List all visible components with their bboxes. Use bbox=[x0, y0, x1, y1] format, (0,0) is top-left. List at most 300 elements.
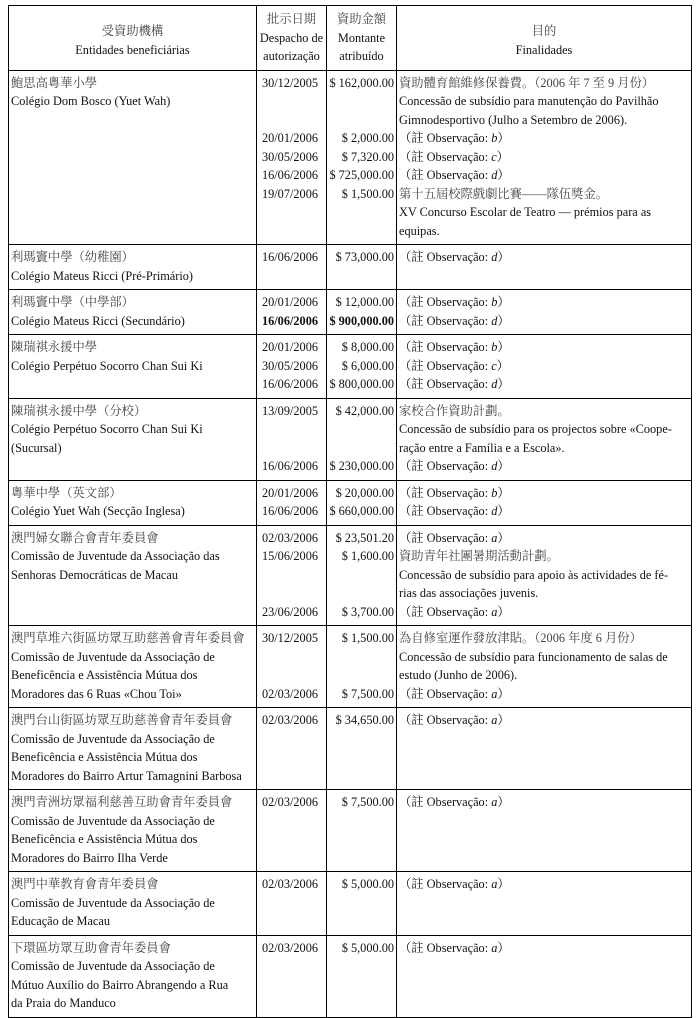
purpose-cell bbox=[397, 245, 692, 290]
entity-cell bbox=[9, 935, 257, 1017]
authorization-date: 23/06/2006 bbox=[261, 604, 318, 619]
table-row bbox=[9, 626, 692, 708]
authorization-date: 16/06/2006 bbox=[261, 250, 318, 264]
note-prefix: （註 Observação: bbox=[399, 713, 492, 727]
entity-name-pt: (Sucursal) bbox=[11, 440, 62, 455]
authorization-date: 16/06/2006 bbox=[261, 459, 318, 473]
note-letter: b bbox=[491, 340, 498, 354]
amount bbox=[329, 420, 394, 439]
purpose-cell bbox=[397, 708, 692, 790]
amount: $ 42,000.00 bbox=[335, 403, 394, 418]
observation-note bbox=[399, 875, 689, 894]
entity-name-pt bbox=[11, 185, 254, 204]
purpose-text: Concessão de subsídio para manutenção do Pavilhão bbox=[399, 94, 659, 108]
authorization-date bbox=[259, 666, 324, 685]
observation-note bbox=[399, 793, 689, 812]
authorization-date: 20/01/2006 bbox=[261, 485, 318, 500]
authorization-date: 20/01/2006 bbox=[261, 295, 318, 309]
amount-cell bbox=[327, 708, 397, 790]
observation-note bbox=[399, 129, 689, 148]
entity-name-pt bbox=[11, 603, 254, 622]
note-letter: a bbox=[491, 713, 498, 727]
authorization-date: 02/03/2006 bbox=[261, 530, 318, 545]
note-suffix: ） bbox=[497, 295, 510, 309]
table-row bbox=[9, 525, 692, 626]
date-cell bbox=[257, 290, 327, 335]
note-letter: a bbox=[491, 604, 498, 619]
date-cell bbox=[257, 480, 327, 525]
authorization-date: 16/06/2006 bbox=[261, 504, 318, 518]
amount: $ 6,000.00 bbox=[341, 358, 394, 373]
purpose-text: estudo (Junho de 2006). bbox=[399, 668, 518, 682]
observation-note bbox=[399, 166, 689, 185]
note-suffix: ） bbox=[497, 686, 510, 701]
purpose-text: 資助青年社團暑期活動計劃。 bbox=[399, 549, 559, 563]
amount bbox=[329, 894, 394, 913]
amount bbox=[329, 111, 394, 130]
purpose-cell bbox=[397, 935, 692, 1017]
authorization-date: 02/03/2006 bbox=[261, 877, 318, 891]
authorization-date: 30/12/2005 bbox=[261, 631, 318, 645]
note-suffix: ） bbox=[497, 604, 510, 619]
amount: $ 7,320.00 bbox=[341, 149, 394, 164]
authorization-date bbox=[259, 222, 324, 241]
authorization-date bbox=[259, 894, 324, 913]
purpose-cell bbox=[397, 290, 692, 335]
purpose-text: Concessão de subsídio para apoio às actividades de fé- bbox=[399, 567, 669, 582]
amount: $ 34,650.00 bbox=[335, 713, 394, 727]
entity-name-pt: Moradores do Bairro Artur Tamagnini Barbosa bbox=[11, 768, 242, 783]
entity-name-pt bbox=[11, 222, 254, 241]
observation-note bbox=[399, 457, 689, 476]
entity-name-pt: Moradores das 6 Ruas «Chou Toi» bbox=[11, 686, 182, 701]
header-purpose-zh: 目的 bbox=[531, 24, 557, 39]
observation-note bbox=[399, 502, 689, 521]
purpose-text bbox=[399, 957, 689, 976]
subsidy-table bbox=[8, 5, 692, 1018]
amount bbox=[329, 439, 394, 458]
note-letter: b bbox=[491, 295, 498, 309]
authorization-date bbox=[259, 849, 324, 868]
note-suffix: ） bbox=[497, 530, 510, 545]
note-prefix: （註 Observação: bbox=[399, 295, 492, 309]
amount bbox=[329, 267, 394, 286]
note-letter: d bbox=[491, 168, 498, 182]
purpose-cell bbox=[397, 398, 692, 480]
entity-name-pt bbox=[11, 375, 254, 394]
authorization-date: 16/06/2006 bbox=[261, 168, 318, 182]
note-suffix: ） bbox=[497, 168, 510, 182]
amount-cell bbox=[327, 398, 397, 480]
note-suffix: ） bbox=[496, 149, 509, 164]
entity-name-zh: 澳門中華教育會青年委員會 bbox=[11, 877, 159, 891]
header-amount bbox=[327, 6, 397, 71]
purpose-text bbox=[399, 767, 689, 786]
note-prefix: （註 Observação: bbox=[399, 604, 492, 619]
entity-cell bbox=[9, 790, 257, 872]
amount bbox=[329, 830, 394, 849]
amount bbox=[329, 994, 394, 1013]
amount-cell bbox=[327, 290, 397, 335]
note-suffix: ） bbox=[497, 131, 510, 145]
authorization-date: 30/05/2006 bbox=[261, 358, 318, 373]
authorization-date bbox=[259, 994, 324, 1013]
header-entity-pt: Entidades beneficiárias bbox=[75, 42, 190, 57]
note-prefix: （註 Observação: bbox=[399, 504, 492, 518]
purpose-text bbox=[399, 267, 689, 286]
purpose-cell bbox=[397, 790, 692, 872]
date-cell bbox=[257, 70, 327, 245]
amount: $ 73,000.00 bbox=[335, 250, 394, 264]
entity-cell bbox=[9, 245, 257, 290]
amount-cell bbox=[327, 70, 397, 245]
authorization-date bbox=[259, 566, 324, 585]
header-amount-zh: 資助金額 bbox=[336, 12, 387, 26]
amount bbox=[329, 748, 394, 767]
authorization-date: 02/03/2006 bbox=[261, 713, 318, 727]
note-letter: a bbox=[491, 877, 498, 891]
authorization-date: 30/12/2005 bbox=[261, 75, 318, 90]
amount: $ 7,500.00 bbox=[341, 686, 394, 701]
amount: $ 2,000.00 bbox=[341, 131, 394, 145]
note-prefix: （註 Observação: bbox=[399, 459, 492, 473]
purpose-text bbox=[399, 730, 689, 749]
amount bbox=[329, 849, 394, 868]
amount: $ 5,000.00 bbox=[341, 877, 394, 891]
entity-cell bbox=[9, 335, 257, 399]
entity-name-pt: Colégio Perpétuo Socorro Chan Sui Ki bbox=[11, 358, 203, 373]
amount-cell bbox=[327, 335, 397, 399]
header-date-pt2: autorização bbox=[263, 49, 320, 63]
amount: $ 1,500.00 bbox=[341, 186, 394, 201]
note-letter: d bbox=[491, 313, 498, 328]
purpose-text bbox=[399, 748, 689, 767]
entity-name-pt bbox=[11, 166, 254, 185]
purpose-cell bbox=[397, 480, 692, 525]
amount: $ 162,000.00 bbox=[329, 75, 394, 90]
amount: $ 20,000.00 bbox=[335, 485, 394, 500]
table-row bbox=[9, 872, 692, 936]
date-cell bbox=[257, 708, 327, 790]
authorization-date: 16/06/2006 bbox=[261, 313, 318, 328]
purpose-text bbox=[399, 830, 689, 849]
note-suffix: ） bbox=[497, 713, 510, 727]
entity-name-pt: Senhoras Democráticas de Macau bbox=[11, 567, 178, 582]
note-letter: d bbox=[491, 250, 498, 264]
entity-name-pt bbox=[11, 148, 254, 167]
amount: $ 3,700.00 bbox=[341, 604, 394, 619]
amount-cell bbox=[327, 935, 397, 1017]
entity-name-pt: Colégio Mateus Ricci (Pré-Primário) bbox=[11, 268, 194, 283]
entity-name-pt: Colégio Mateus Ricci (Secundário) bbox=[11, 313, 185, 328]
note-prefix: （註 Observação: bbox=[399, 940, 492, 955]
authorization-date: 30/05/2006 bbox=[261, 149, 318, 164]
purpose-text: rias das associações juvenis. bbox=[399, 586, 539, 600]
note-prefix: （註 Observação: bbox=[399, 485, 492, 500]
date-cell bbox=[257, 335, 327, 399]
note-letter: b bbox=[491, 131, 498, 145]
entity-name-pt: Colégio Yuet Wah (Secção Inglesa) bbox=[11, 504, 185, 518]
observation-note bbox=[399, 603, 689, 622]
authorization-date bbox=[259, 420, 324, 439]
purpose-text bbox=[399, 994, 689, 1013]
authorization-date: 16/06/2006 bbox=[261, 377, 318, 391]
observation-note bbox=[399, 312, 689, 331]
table-row bbox=[9, 245, 692, 290]
entity-cell bbox=[9, 626, 257, 708]
purpose-cell bbox=[397, 335, 692, 399]
table-row bbox=[9, 70, 692, 245]
amount: $ 900,000.00 bbox=[329, 313, 394, 328]
entity-cell bbox=[9, 398, 257, 480]
authorization-date bbox=[259, 203, 324, 222]
entity-name-pt: Comissão de Juventude da Associação de bbox=[11, 959, 215, 973]
purpose-text bbox=[399, 849, 689, 868]
table-row bbox=[9, 790, 692, 872]
amount: $ 230,000.00 bbox=[329, 459, 394, 473]
amount bbox=[329, 666, 394, 685]
table-row bbox=[9, 335, 692, 399]
entity-cell bbox=[9, 290, 257, 335]
entity-name-zh: 澳門婦女聯合會青年委員會 bbox=[11, 530, 159, 545]
note-prefix: （註 Observação: bbox=[399, 168, 492, 182]
amount: $ 660,000.00 bbox=[329, 504, 394, 518]
table-row bbox=[9, 708, 692, 790]
entity-name-pt: Comissão de Juventude da Associação de bbox=[11, 731, 215, 746]
note-suffix: ） bbox=[497, 377, 510, 391]
purpose-text: Gimnodesportivo (Julho a Setembro de 2006). bbox=[399, 112, 628, 127]
observation-note bbox=[399, 711, 689, 730]
date-cell bbox=[257, 790, 327, 872]
authorization-date bbox=[259, 648, 324, 667]
amount bbox=[329, 730, 394, 749]
note-prefix: （註 Observação: bbox=[399, 340, 492, 354]
entity-name-zh: 澳門台山街區坊眾互助慈善會青年委員會 bbox=[11, 713, 233, 727]
observation-note bbox=[399, 375, 689, 394]
amount-cell bbox=[327, 525, 397, 626]
entity-name-pt bbox=[11, 584, 254, 603]
purpose-text: ração entre a Família e a Escola». bbox=[399, 440, 565, 455]
authorization-date: 02/03/2006 bbox=[261, 686, 318, 701]
authorization-date bbox=[259, 584, 324, 603]
purpose-text bbox=[399, 976, 689, 995]
purpose-text: Concessão de subsídio para funcionamento de salas de bbox=[399, 649, 668, 664]
authorization-date bbox=[259, 957, 324, 976]
entity-cell bbox=[9, 708, 257, 790]
purpose-text: XV Concurso Escolar de Teatro — prémios para as bbox=[399, 205, 652, 219]
note-prefix: （註 Observação: bbox=[399, 530, 492, 545]
note-prefix: （註 Observação: bbox=[399, 358, 492, 373]
authorization-date: 02/03/2006 bbox=[261, 940, 318, 955]
note-suffix: ） bbox=[497, 340, 510, 354]
date-cell bbox=[257, 626, 327, 708]
authorization-date bbox=[259, 830, 324, 849]
entity-name-pt: Comissão de Juventude da Associação das bbox=[11, 549, 220, 563]
entity-name-pt bbox=[11, 129, 254, 148]
entity-name-zh: 澳門青洲坊眾福利慈善互助會青年委員會 bbox=[11, 795, 233, 809]
note-suffix: ） bbox=[497, 250, 510, 264]
authorization-date: 02/03/2006 bbox=[261, 795, 318, 809]
entity-name-pt: Comissão de Juventude da Associação de bbox=[11, 895, 215, 910]
amount: $ 800,000.00 bbox=[329, 377, 394, 391]
header-amount-pt1: Montante bbox=[337, 30, 386, 45]
purpose-cell bbox=[397, 525, 692, 626]
authorization-date bbox=[259, 92, 324, 111]
authorization-date bbox=[259, 812, 324, 831]
entity-name-zh: 下環區坊眾互助會青年委員會 bbox=[11, 940, 171, 955]
entity-name-pt: Beneficência e Assistência Mútua dos bbox=[11, 668, 198, 682]
note-prefix: （註 Observação: bbox=[399, 795, 492, 809]
note-suffix: ） bbox=[496, 358, 509, 373]
note-letter: b bbox=[491, 485, 498, 500]
authorization-date bbox=[259, 912, 324, 931]
note-letter: d bbox=[491, 377, 498, 391]
authorization-date bbox=[259, 111, 324, 130]
entity-name-zh: 澳門草堆六街區坊眾互助慈善會青年委員會 bbox=[11, 631, 245, 645]
date-cell bbox=[257, 398, 327, 480]
note-suffix: ） bbox=[497, 485, 510, 500]
amount bbox=[329, 976, 394, 995]
authorization-date bbox=[259, 730, 324, 749]
amount-cell bbox=[327, 480, 397, 525]
observation-note bbox=[399, 357, 689, 376]
amount bbox=[329, 648, 394, 667]
amount-cell bbox=[327, 626, 397, 708]
purpose-text: Concessão de subsídio para os projectos sobre «Coope- bbox=[399, 422, 672, 436]
amount: $ 12,000.00 bbox=[335, 295, 394, 309]
entity-name-pt: Comissão de Juventude da Associação de bbox=[11, 649, 215, 664]
authorization-date bbox=[259, 748, 324, 767]
entity-name-zh: 粵華中學（英文部） bbox=[11, 485, 122, 500]
entity-name-pt: Beneficência e Assistência Mútua dos bbox=[11, 832, 198, 846]
purpose-cell bbox=[397, 626, 692, 708]
amount: $ 7,500.00 bbox=[341, 795, 394, 809]
entity-name-pt: Educação de Macau bbox=[11, 914, 110, 928]
header-date-zh: 批示日期 bbox=[266, 12, 317, 26]
date-cell bbox=[257, 245, 327, 290]
table-row bbox=[9, 480, 692, 525]
header-row bbox=[9, 6, 692, 71]
entity-name-pt: Comissão de Juventude da Associação de bbox=[11, 813, 215, 828]
header-entity-zh: 受資助機構 bbox=[101, 24, 164, 39]
entity-cell bbox=[9, 70, 257, 245]
amount: $ 1,500.00 bbox=[341, 631, 394, 645]
date-cell bbox=[257, 872, 327, 936]
note-suffix: ） bbox=[497, 504, 510, 518]
entity-name-pt bbox=[11, 203, 254, 222]
note-suffix: ） bbox=[497, 313, 510, 328]
amount: $ 23,501.20 bbox=[335, 530, 394, 545]
note-letter: a bbox=[491, 686, 498, 701]
note-letter: c bbox=[491, 149, 497, 164]
date-cell bbox=[257, 525, 327, 626]
authorization-date: 19/07/2006 bbox=[261, 186, 318, 201]
observation-note bbox=[399, 939, 689, 958]
entity-name-pt: Colégio Dom Bosco (Yuet Wah) bbox=[11, 94, 171, 108]
entity-name-zh: 利瑪竇中學（幼稚園） bbox=[11, 250, 134, 264]
observation-note bbox=[399, 338, 689, 357]
purpose-text bbox=[399, 912, 689, 931]
note-suffix: ） bbox=[497, 459, 510, 473]
entity-name-zh: 鮑思高粵華小學 bbox=[11, 75, 98, 90]
note-prefix: （註 Observação: bbox=[399, 250, 492, 264]
amount bbox=[329, 957, 394, 976]
purpose-text: 第十五屆校際戲劇比賽——隊伍獎金。 bbox=[399, 186, 609, 201]
entity-name-pt: Beneficência e Assistência Mútua dos bbox=[11, 750, 198, 764]
note-letter: d bbox=[491, 459, 498, 473]
purpose-text bbox=[399, 894, 689, 913]
purpose-cell bbox=[397, 70, 692, 245]
entity-name-pt bbox=[11, 457, 254, 476]
amount bbox=[329, 912, 394, 931]
amount bbox=[329, 767, 394, 786]
note-suffix: ） bbox=[497, 877, 510, 891]
amount bbox=[329, 222, 394, 241]
authorization-date: 20/01/2006 bbox=[261, 131, 318, 145]
note-prefix: （註 Observação: bbox=[399, 877, 492, 891]
amount: $ 8,000.00 bbox=[341, 340, 394, 354]
date-cell bbox=[257, 935, 327, 1017]
observation-note bbox=[399, 148, 689, 167]
header-purpose bbox=[397, 6, 692, 71]
note-letter: a bbox=[491, 795, 498, 809]
purpose-text: 資助體育館維修保養費。（2006 年 7 至 9 月份） bbox=[399, 75, 655, 90]
entity-name-pt bbox=[11, 111, 254, 130]
header-purpose-pt: Finalidades bbox=[515, 42, 573, 57]
amount bbox=[329, 812, 394, 831]
entity-cell bbox=[9, 525, 257, 626]
observation-note bbox=[399, 529, 689, 548]
amount-cell bbox=[327, 245, 397, 290]
note-prefix: （註 Observação: bbox=[399, 149, 492, 164]
entity-cell bbox=[9, 872, 257, 936]
purpose-text bbox=[399, 812, 689, 831]
note-prefix: （註 Observação: bbox=[399, 131, 492, 145]
entity-name-pt: Moradores do Bairro Ilha Verde bbox=[11, 850, 168, 865]
table-row bbox=[9, 290, 692, 335]
entity-name-pt: da Praia do Manduco bbox=[11, 996, 116, 1010]
note-letter: a bbox=[491, 530, 498, 545]
table-row bbox=[9, 398, 692, 480]
table-row bbox=[9, 935, 692, 1017]
authorization-date bbox=[259, 439, 324, 458]
purpose-text: 為自修室運作發放津貼。（2006 年度 6 月份） bbox=[399, 631, 642, 645]
amount: $ 1,600.00 bbox=[341, 549, 394, 563]
amount-cell bbox=[327, 872, 397, 936]
note-letter: c bbox=[491, 358, 497, 373]
amount bbox=[329, 92, 394, 111]
entity-name-zh: 陳瑞祺永援中學 bbox=[11, 340, 98, 354]
note-prefix: （註 Observação: bbox=[399, 313, 492, 328]
authorization-date bbox=[259, 767, 324, 786]
entity-name-pt: Mútuo Auxílio do Bairro Abrangendo a Rua bbox=[11, 977, 229, 992]
amount: $ 725,000.00 bbox=[329, 168, 394, 182]
entity-name-zh: 利瑪竇中學（中學部） bbox=[11, 295, 134, 309]
amount bbox=[329, 584, 394, 603]
authorization-date bbox=[259, 976, 324, 995]
amount: $ 5,000.00 bbox=[341, 940, 394, 955]
note-suffix: ） bbox=[497, 940, 510, 955]
table-body bbox=[9, 70, 692, 1017]
header-date bbox=[257, 6, 327, 71]
purpose-cell bbox=[397, 872, 692, 936]
entity-name-pt: Colégio Perpétuo Socorro Chan Sui Ki bbox=[11, 422, 203, 436]
authorization-date: 13/09/2005 bbox=[261, 403, 318, 418]
note-prefix: （註 Observação: bbox=[399, 377, 492, 391]
authorization-date: 15/06/2006 bbox=[261, 549, 318, 563]
amount bbox=[329, 203, 394, 222]
observation-note bbox=[399, 248, 689, 267]
